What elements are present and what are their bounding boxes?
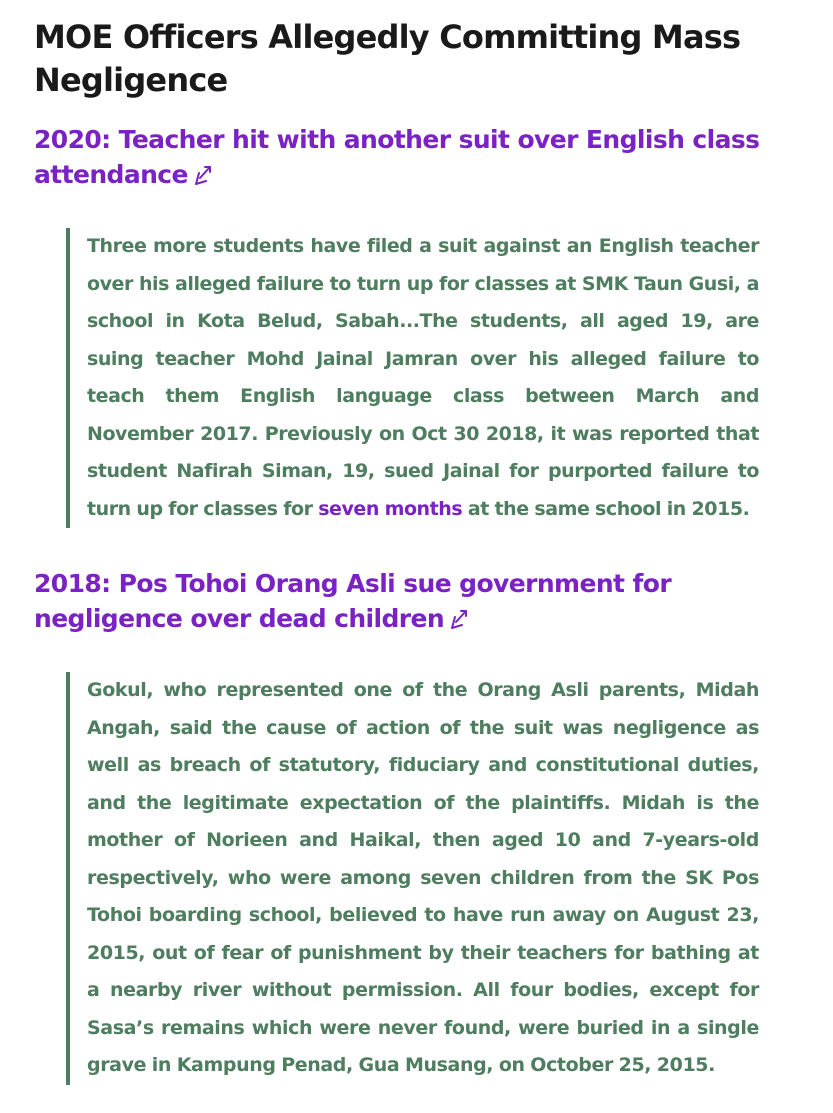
external-link-icon bbox=[194, 165, 212, 185]
article-quote-2 bbox=[66, 672, 759, 1085]
external-link-icon bbox=[450, 609, 468, 629]
article-quote-1 bbox=[66, 228, 759, 528]
article-heading-2 bbox=[34, 566, 784, 636]
seven-months-link[interactable]: seven months bbox=[318, 497, 463, 520]
article-heading-2-text: 2018: Pos Tohoi Orang Asli sue government for negligence over dead children bbox=[34, 569, 672, 633]
quote-1-body: Three more students have filed a suit against an English teacher over his alleged failure to turn up for classes at SMK Taun Gusi, a school in Kota Belud, Sabah...The students, all aged 19, are suing teacher Mohd Jainal Jamran over his alleged failure to teach them English language class between March and November 2017. Previously on Oct 30 2018, it was reported that student Nafirah Siman, 19, sued Jainal for purported failure to turn up for classes for bbox=[87, 235, 759, 520]
article-heading-1-text: 2020: Teacher hit with another suit over English class attendance bbox=[34, 125, 760, 189]
quote-2-text: Gokul, who represented one of the Orang Asli parents, Midah Angah, said the cause of action of the suit was negligence as well as breach of statutory, fiduciary and constitutional duties, and the legitimate expectation of the plaintiffs. Midah is the mother of Norieen and Haikal, then aged 10 and 7-years-old respectively, who were among seven children from the SK Pos Tohoi boarding school, believed to have run away on August 23, 2015, out of fear of punishment by their teachers for bathing at a nearby river without permission. All four bodies, except for Sasa’s remains which were never found, were buried in a single grave in Kampung Penad, Gua Musang, on October 25, 2015. bbox=[87, 679, 759, 1076]
page-title: MOE Officers Allegedly Committing Mass Negligence bbox=[34, 18, 741, 99]
article-link-1[interactable] bbox=[34, 125, 759, 189]
article-heading-1 bbox=[34, 122, 784, 192]
article-page bbox=[34, 16, 784, 1085]
quote-1-text bbox=[87, 228, 759, 528]
article-link-2[interactable] bbox=[34, 569, 671, 633]
quote-1-tail: at the same school in 2015. bbox=[462, 497, 750, 520]
